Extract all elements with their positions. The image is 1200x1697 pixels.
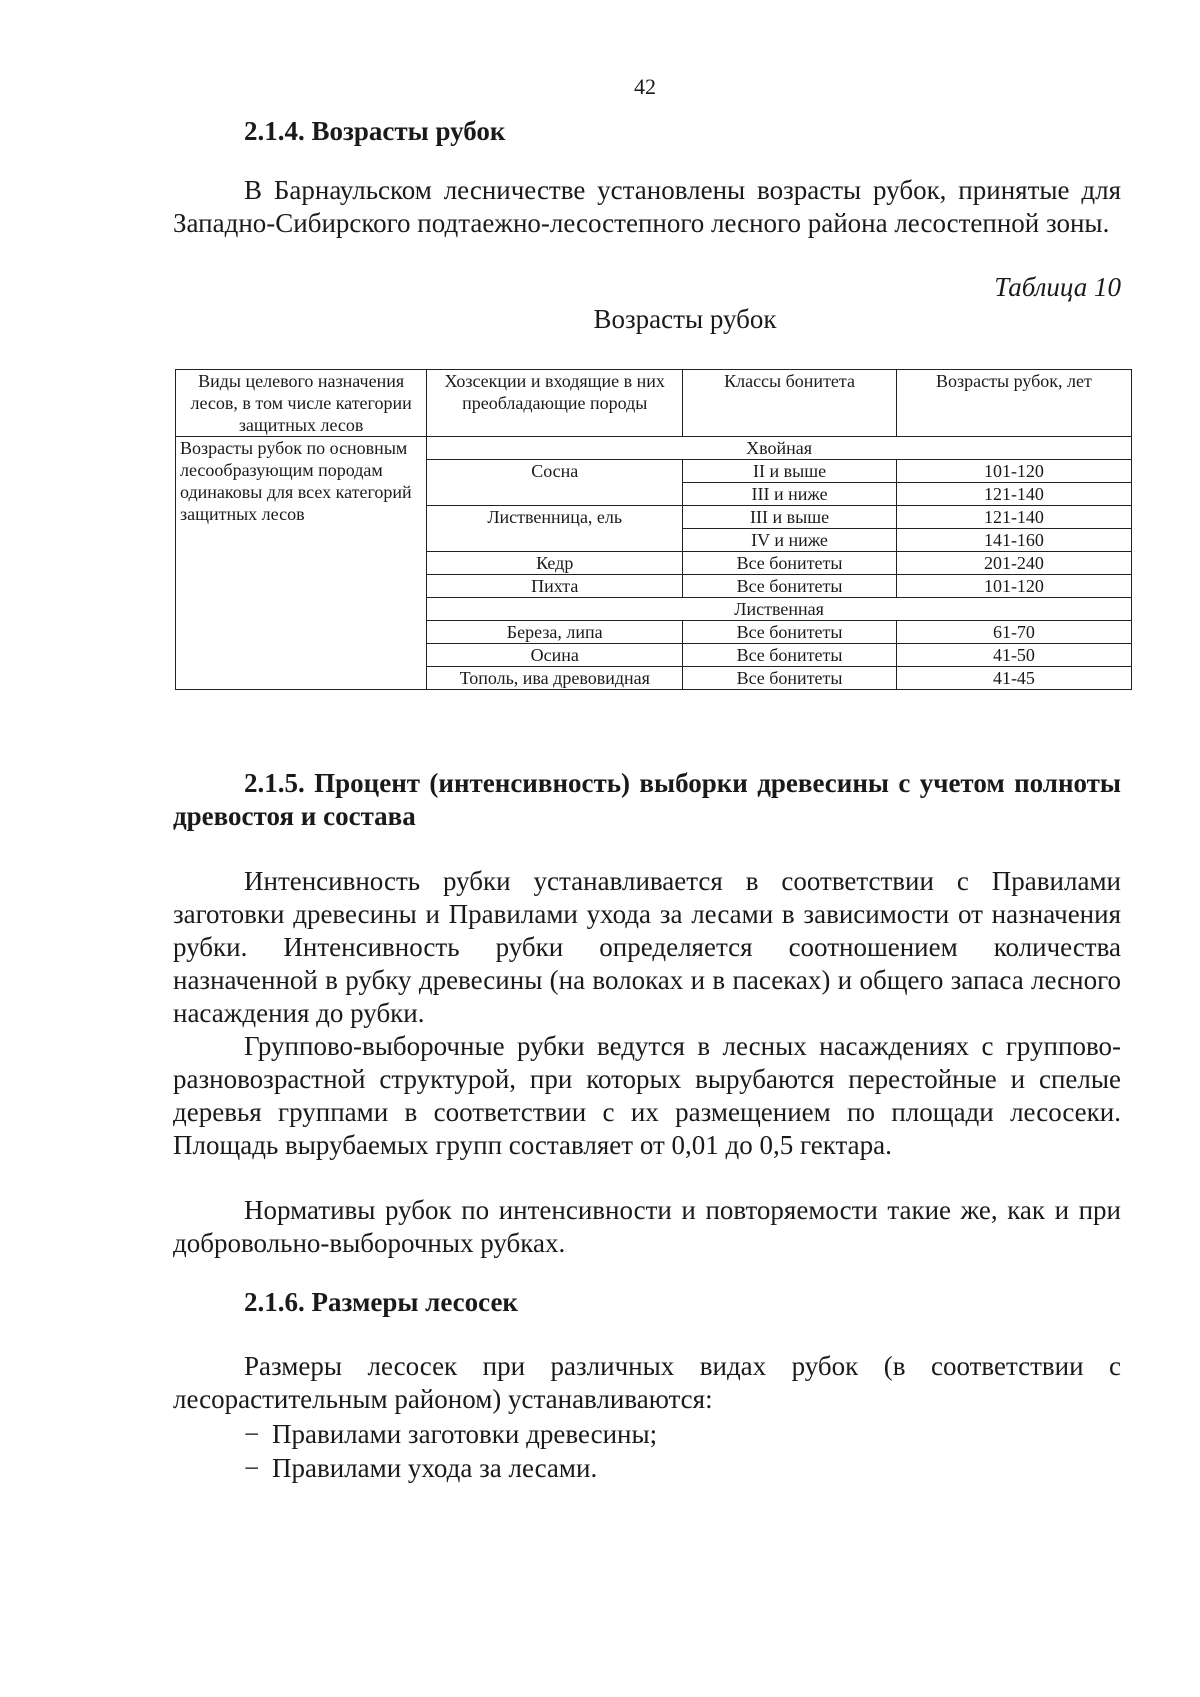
species-cell: Тополь, ива древовидная [427, 667, 683, 690]
dash-marker: − [244, 1419, 260, 1449]
header-species: Хозсекции и входящие в них преобладающие породы [427, 370, 683, 437]
header-purpose: Виды целевого назначения лесов, в том числе категории защитных лесов [176, 370, 427, 437]
list-item-text: Правилами ухода за лесами. [272, 1453, 598, 1483]
species-cell: Осина [427, 644, 683, 667]
species-cell: Кедр [427, 552, 683, 575]
group-conifer: Хвойная [427, 437, 1132, 460]
table-caption: Таблица 10 [994, 272, 1121, 302]
first-col-cell: Возрасты рубок по основным лесообразующим породам одинаковы для всех категорий защитных лесов [176, 437, 427, 690]
table-row [176, 437, 1132, 460]
class-cell: Все бонитеты [683, 621, 897, 644]
age-cell: 61-70 [896, 621, 1131, 644]
species-cell: Сосна [427, 460, 683, 506]
section-215-heading: 2.1.5. Процент (интенсивность) выборки древесины с учетом полноты древостоя и состава [173, 768, 1121, 831]
dash-marker: − [244, 1453, 260, 1483]
header-class: Классы бонитета [683, 370, 897, 437]
class-cell: Все бонитеты [683, 575, 897, 598]
table-title: Возрасты рубок [593, 304, 777, 334]
age-cell: 41-45 [896, 667, 1131, 690]
list-item [244, 1418, 657, 1451]
section-216-paragraph: Размеры лесосек при различных видах рубок (в соответствии с лесорастительным районом) устанавливаются: [173, 1351, 1121, 1414]
table-header-row [176, 370, 1132, 437]
class-cell: II и выше [683, 460, 897, 483]
section-215-paragraph-3: Нормативы рубок по интенсивности и повторяемости такие же, как и при добровольно-выборочных рубках. [173, 1195, 1121, 1258]
section-216-heading: 2.1.6. Размеры лесосек [244, 1287, 518, 1317]
age-cell: 121-140 [896, 483, 1131, 506]
section-214-paragraph: В Барнаульском лесничестве установлены возрасты рубок, принятые для Западно-Сибирского подтаежно-лесостепного лесного района лесостепной зоны. [173, 175, 1121, 238]
section-215-paragraph-1: Интенсивность рубки устанавливается в соответствии с Правилами заготовки древесины и Правилами ухода за лесами в зависимости от назначения рубки. Интенсивность рубки определяется соотношением количества назначенной в рубку древесины (на волоках и в пасеках) и общего запаса лесного насаждения до рубки. [173, 866, 1121, 1028]
species-cell: Пихта [427, 575, 683, 598]
age-cell: 201-240 [896, 552, 1131, 575]
species-cell: Лиственница, ель [427, 506, 683, 552]
group-deciduous: Лиственная [427, 598, 1132, 621]
section-214-heading: 2.1.4. Возрасты рубок [244, 116, 506, 146]
class-cell: IV и ниже [683, 529, 897, 552]
class-cell: Все бонитеты [683, 552, 897, 575]
age-cell: 141-160 [896, 529, 1131, 552]
page-number: 42 [634, 74, 656, 99]
age-cell: 121-140 [896, 506, 1131, 529]
class-cell: III и выше [683, 506, 897, 529]
section-215-paragraph-2: Группово-выборочные рубки ведутся в лесных насаждениях с группово-разновозрастной структурой, при которых вырубаются перестойные и спелые деревья группами в соответствии с их размещением по площади лесосеки. Площадь вырубаемых групп составляет от 0,01 до 0,5 гектара. [173, 1031, 1121, 1160]
list-item [244, 1452, 597, 1485]
class-cell: III и ниже [683, 483, 897, 506]
class-cell: Все бонитеты [683, 644, 897, 667]
class-cell: Все бонитеты [683, 667, 897, 690]
list-item-text: Правилами заготовки древесины; [272, 1419, 658, 1449]
header-age: Возрасты рубок, лет [896, 370, 1131, 437]
age-cell: 41-50 [896, 644, 1131, 667]
species-cell: Береза, липа [427, 621, 683, 644]
cutting-ages-table [175, 369, 1132, 690]
age-cell: 101-120 [896, 460, 1131, 483]
age-cell: 101-120 [896, 575, 1131, 598]
